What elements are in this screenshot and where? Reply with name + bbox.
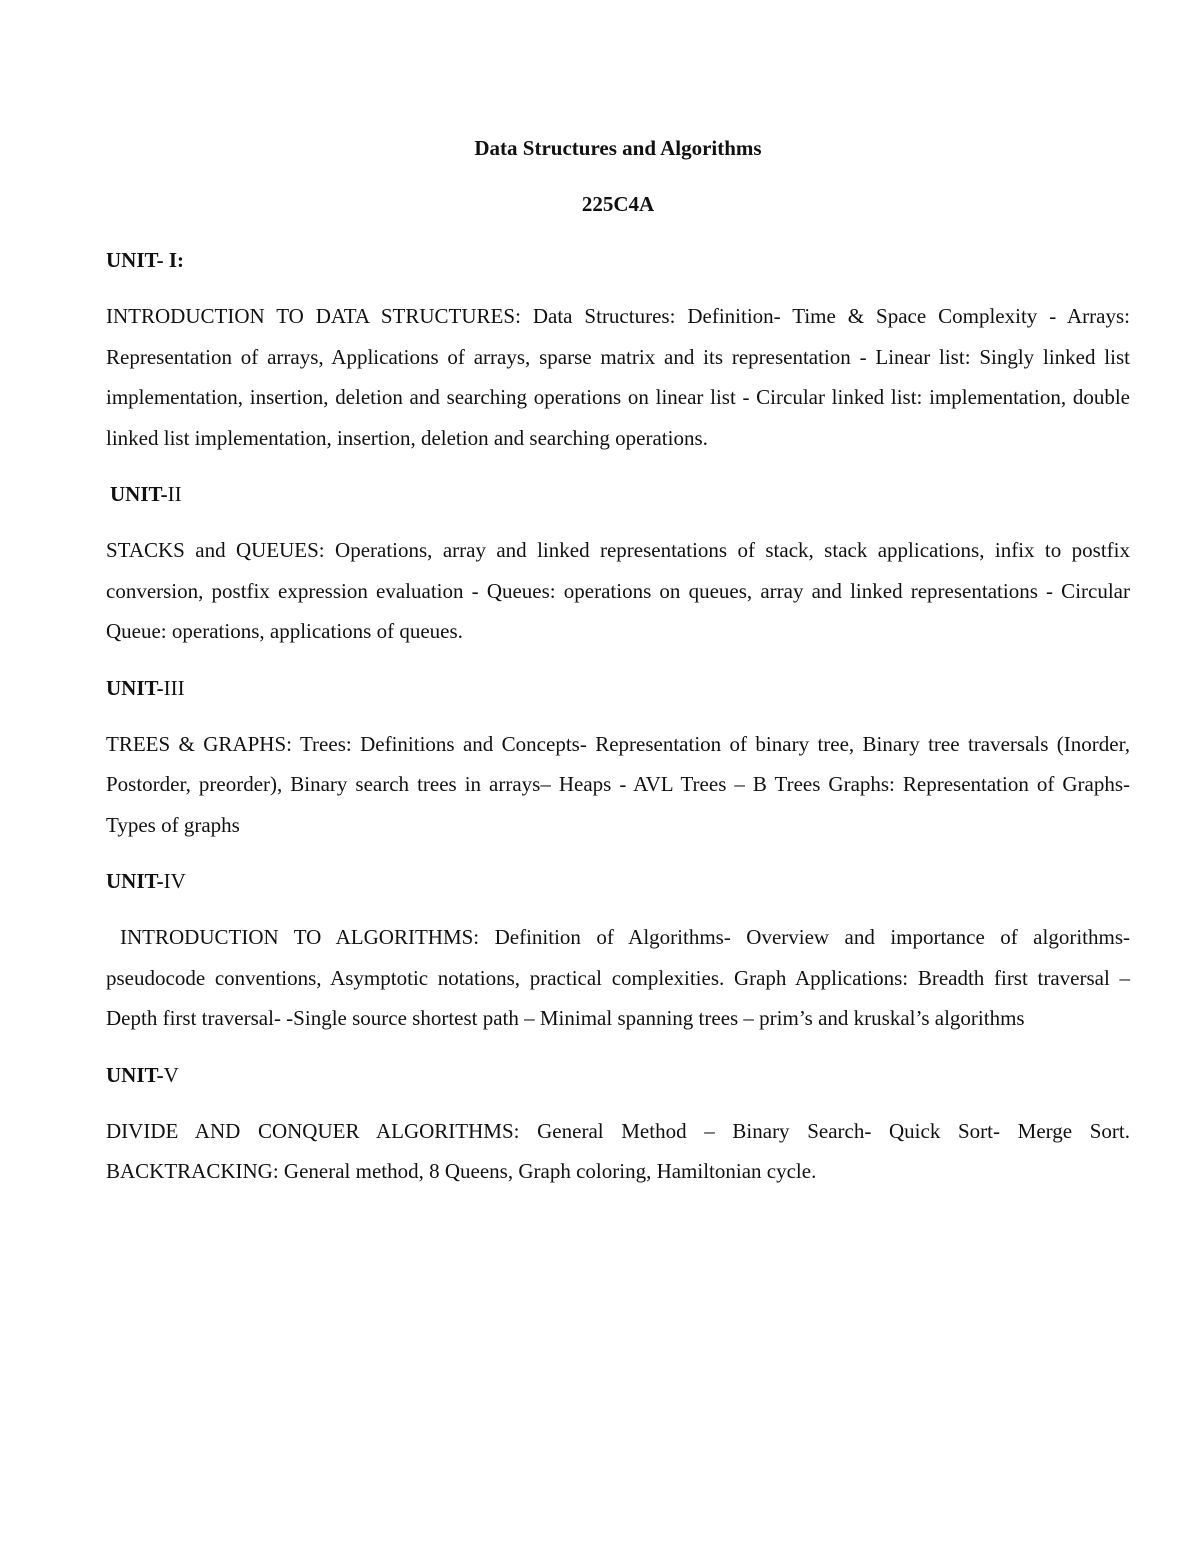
unit-1-prefix: UNIT- (106, 248, 164, 272)
unit-4-prefix: UNIT- (106, 869, 164, 893)
unit-5-body: DIVIDE AND CONQUER ALGORITHMS: General Method – Binary Search- Quick Sort- Merge Sort. BACKTRACKING: General method, 8 Queens, Graph coloring, Hamiltonian cycle. (106, 1118, 1130, 1183)
unit-5-number: V (163, 1062, 179, 1087)
unit-4-heading (106, 861, 1130, 901)
unit-5-prefix: UNIT- (106, 1062, 164, 1087)
unit-4-number: IV (163, 869, 186, 893)
unit-5-heading (106, 1055, 1130, 1095)
course-code: 225C4A (581, 192, 655, 216)
unit-3-prefix: UNIT- (106, 675, 164, 700)
unit-2-number: II (167, 482, 182, 506)
unit-1-heading (106, 240, 1130, 280)
unit-2-prefix: UNIT- (110, 482, 168, 506)
unit-3-number: III (163, 675, 185, 700)
unit-3-body: TREES & GRAPHS: Trees: Definitions and Concepts- Representation of binary tree, Binary tree traversals (Inorder, Postorder, preorder), Binary search trees in arrays– Heaps - AVL Trees – B Trees Graphs: Representation of Graphs- Types of graphs (106, 731, 1130, 837)
unit-1-body: INTRODUCTION TO DATA STRUCTURES: Data Structures: Definition- Time & Space Complexity - Arrays: Representation of arrays, Applications of arrays, sparse matrix and its representation - Linear list: Singly linked list implementation, insertion, deletion and searching operations on linear list - Circular linked list: implementation, double linked list implementation, insertion, deletion and searching operations. (106, 304, 1130, 450)
document-title: Data Structures and Algorithms (474, 136, 762, 160)
unit-4-body: INTRODUCTION TO ALGORITHMS: Definition of Algorithms- Overview and importance of algorithms- pseudocode conventions, Asymptotic notations, practical complexities. Graph Applications: Breadth first traversal – Depth first traversal- -Single source shortest path – Minimal spanning trees – prim’s and kruskal’s algorithms (106, 925, 1130, 1030)
unit-3-heading (106, 668, 1130, 708)
document-content (106, 128, 1130, 1208)
unit-1-number: I: (163, 248, 184, 272)
unit-2-heading (106, 474, 1130, 514)
unit-2-body: STACKS and QUEUES: Operations, array and linked representations of stack, stack applications, infix to postfix conversion, postfix expression evaluation - Queues: operations on queues, array and linked representations - Circular Queue: operations, applications of queues. (106, 538, 1130, 643)
